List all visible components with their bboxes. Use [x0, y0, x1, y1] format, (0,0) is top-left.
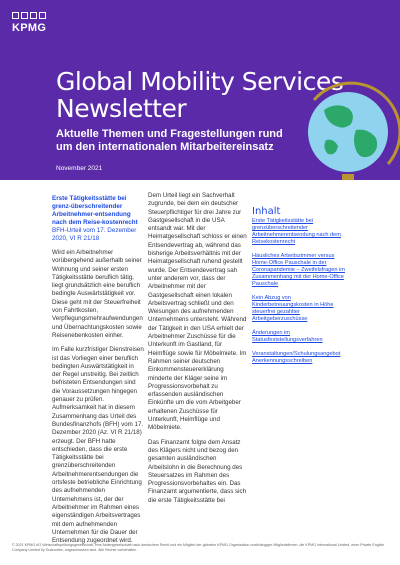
toc-link[interactable]: Kein Abzug von Kinderbetreuungskosten in Höhe steuerfrei gezahlter Arbeitgeberzuschüsse — [252, 295, 334, 323]
article-paragraph: Im Falle kurzfristiger Dienstreisen ist das Vorliegen einer beruflich bedingten Auswärtstätigkeit in der Regel unstreitig. Bei zeitlich befristeten Entsendungen sind die Voraussetzungen hingegen genauer zu prüfen. Aufmerksamkeit hat in diesem Zusammenhang das Urteil des Bundesfinanzhofs (BFH) vom 17. Dezember 2020 (Az. VI R 21/18) erzeugt. Der BFH hatte entschieden, dass die erste Tätigkeitsstätte bei grenzüberschreitenden Arbeitnehmerentsendungen die ortsfeste betriebliche Einrichtung des aufnehmenden Unternehmens ist, der der Arbeitnehmer im Rahmen eines eigenständigen Arbeitsvertrages mit dem aufnehmenden Unternehmen für die Dauer der Entsendung zugeordnet wird. — [52, 346, 144, 545]
article-meta-line-2: 2020, VI R 21/18 — [52, 235, 100, 242]
table-of-contents — [252, 208, 352, 372]
header-banner — [0, 0, 400, 180]
logo-text: KPMG — [12, 22, 47, 34]
logo-boxes — [12, 12, 46, 19]
footer-legal-text: © 2021 KPMG AG Wirtschaftsprüfungsgesellschaft, eine Aktiengesellschaft nach deutschem Recht und ein Mitglied der globalen KPMG-Organisation unabhängiger Mitgliedsfirmen, die KPMG International Limited, einer Private English Company Limited by Guarantee, angeschlossen sind. Alle Rechte vorbehalten. — [12, 543, 385, 552]
article-paragraph: Das Finanzamt folgte dem Ansatz des Klägers nicht und bezog den gesamten ausländischen Arbeitslohn in die Berechnung des Steuersatzes im Rahmen des Progressionsvorbehaltes ein. Das Finanzamt argumentierte, dass sich die erste Tätigkeitsstätte bei — [148, 438, 247, 504]
toc-link[interactable]: Änderungen im Statusfeststellungsverfahren — [252, 330, 323, 344]
article-column-2 — [148, 192, 248, 511]
article-column-1 — [52, 195, 144, 551]
article-meta-line-1: BFH-Urteil vom 17. Dezember — [52, 227, 137, 234]
page-subtitle: Aktuelle Themen und Fragestellungen rund um den internationalen Mitarbeitereinsatz — [56, 128, 283, 153]
issue-date: November 2021 — [56, 165, 103, 172]
article-meta — [52, 227, 144, 243]
article-paragraph: Wird ein Arbeitnehmer vorübergehend außerhalb seiner Wohnung und seiner ersten Tätigkeitsstätte beruflich tätig, liegt grundsätzlich eine beruflich bedingte Auswärtstätigkeit vor. Diese geht mit der Steuerfreiheit von Fahrtkosten, Verpflegungsmehraufwendungen und Übernachtungskosten sowie Reisenebenkosten einher. — [52, 249, 143, 339]
title-line-2: Newsletter — [56, 94, 187, 123]
toc-link[interactable]: Häusliches Arbeitszimmer versus Home-Office Pauschale in der Coronapandemie – Zweifelsfragen im Zusammenhang mit der Home-Office Pauschale — [252, 253, 345, 288]
toc-link[interactable]: Veranstaltungen/Schulungsangebot Anerkennungsschreiben — [252, 351, 341, 365]
toc-title: Inhalt — [252, 206, 281, 217]
globe-illustration — [296, 80, 400, 180]
article-paragraph: Dem Urteil liegt ein Sachverhalt zugrunde, bei dem ein deutscher Steuerpflichtiger für drei Jahre zur Gastgesellschaft in die USA entsandt war. Mit der Heimatgesellschaft schloss er einen Entsendevertrag ab, während das bisherige Arbeitsverhältnis mit der Heimatgesellschaft ruhend gestellt wurde. Der Entsendevertrag sah unter anderem vor, dass der Arbeitnehmer mit der Gastgesellschaft einen lokalen Arbeitsvertrag schließt und den Weisungen des aufnehmenden Unternehmens untersteht. Während der Tätigkeit in den USA erhielt der Arbeitnehmer Zuschüsse für die Unterkunft im Gastland, für Heimflüge sowie für Möbelmiete. Im Rahmen seiner deutschen Einkommensteuererklärung minderte der Kläger seine im Progressionsvorbehalt zu erfassenden ausländischen Einkünfte um die vom Arbeitgeber erhaltenen Zuschüsse für Unterkunft, Heimflüge und Möbelmiete. — [148, 192, 247, 432]
article-heading: Erste Tätigkeitsstätte bei grenz-überschreitender Arbeitnehmer-entsendung nach dem Reise-kostenrecht — [52, 195, 138, 226]
toc-link[interactable]: Erste Tätigkeitsstätte bei grenzüberschreitender Arbeitnehmerentsendung nach dem Reisekostenrecht — [252, 218, 341, 246]
title-line-1: Global Mobility Services — [56, 67, 344, 96]
kpmg-logo — [12, 12, 46, 34]
